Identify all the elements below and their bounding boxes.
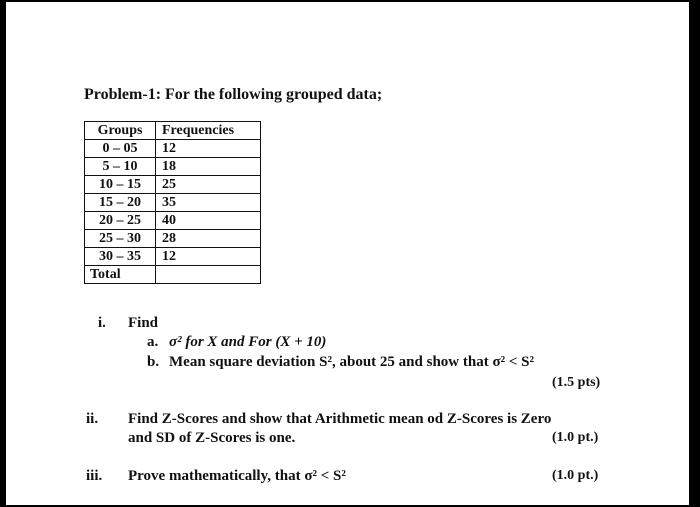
question-1a-label: a.: [147, 334, 159, 350]
table-row: [85, 140, 261, 158]
total-label: Total: [85, 266, 156, 284]
frequency-cell: 40: [156, 212, 261, 230]
problem-title: Problem-1: For the following grouped data;: [84, 86, 383, 103]
frequency-cell: 25: [156, 176, 261, 194]
group-cell: 25 – 30: [85, 230, 156, 248]
group-cell: 0 – 05: [85, 140, 156, 158]
header-frequencies: Frequencies: [156, 122, 261, 140]
question-3-points: (1.0 pt.): [552, 468, 599, 483]
table-total-row: [85, 266, 261, 284]
question-2-points: (1.0 pt.): [552, 430, 599, 445]
frequency-cell: 28: [156, 230, 261, 248]
question-1-points: (1.5 pts): [552, 375, 601, 390]
table-row: [85, 248, 261, 266]
table-header-row: [85, 122, 261, 140]
grouped-data-table: [84, 121, 261, 284]
question-1b-label: b.: [147, 354, 160, 370]
header-groups: Groups: [85, 122, 156, 140]
question-1-number: i.: [98, 315, 106, 331]
frequency-cell: 18: [156, 158, 261, 176]
group-cell: 5 – 10: [85, 158, 156, 176]
frequency-cell: 35: [156, 194, 261, 212]
question-1-text: Find: [128, 315, 159, 331]
table-row: [85, 176, 261, 194]
question-2-line-2: and SD of Z-Scores is one.: [128, 430, 296, 446]
frequency-cell: 12: [156, 140, 261, 158]
question-3-text: Prove mathematically, that σ² < S²: [128, 468, 346, 484]
question-2-line-1: Find Z-Scores and show that Arithmetic mean od Z-Scores is Zero: [128, 411, 552, 427]
question-2-number: ii.: [86, 411, 99, 427]
table-row: [85, 158, 261, 176]
total-value: [156, 266, 261, 284]
frequency-cell: 12: [156, 248, 261, 266]
table-row: [85, 212, 261, 230]
group-cell: 15 – 20: [85, 194, 156, 212]
document-page: [6, 2, 689, 505]
group-cell: 10 – 15: [85, 176, 156, 194]
table-row: [85, 194, 261, 212]
group-cell: 20 – 25: [85, 212, 156, 230]
question-3-number: iii.: [86, 468, 103, 484]
table-row: [85, 230, 261, 248]
question-1a-text: σ² for X and For (X + 10): [169, 334, 327, 350]
question-1b-text: Mean square deviation S², about 25 and show that σ² < S²: [169, 354, 534, 370]
group-cell: 30 – 35: [85, 248, 156, 266]
